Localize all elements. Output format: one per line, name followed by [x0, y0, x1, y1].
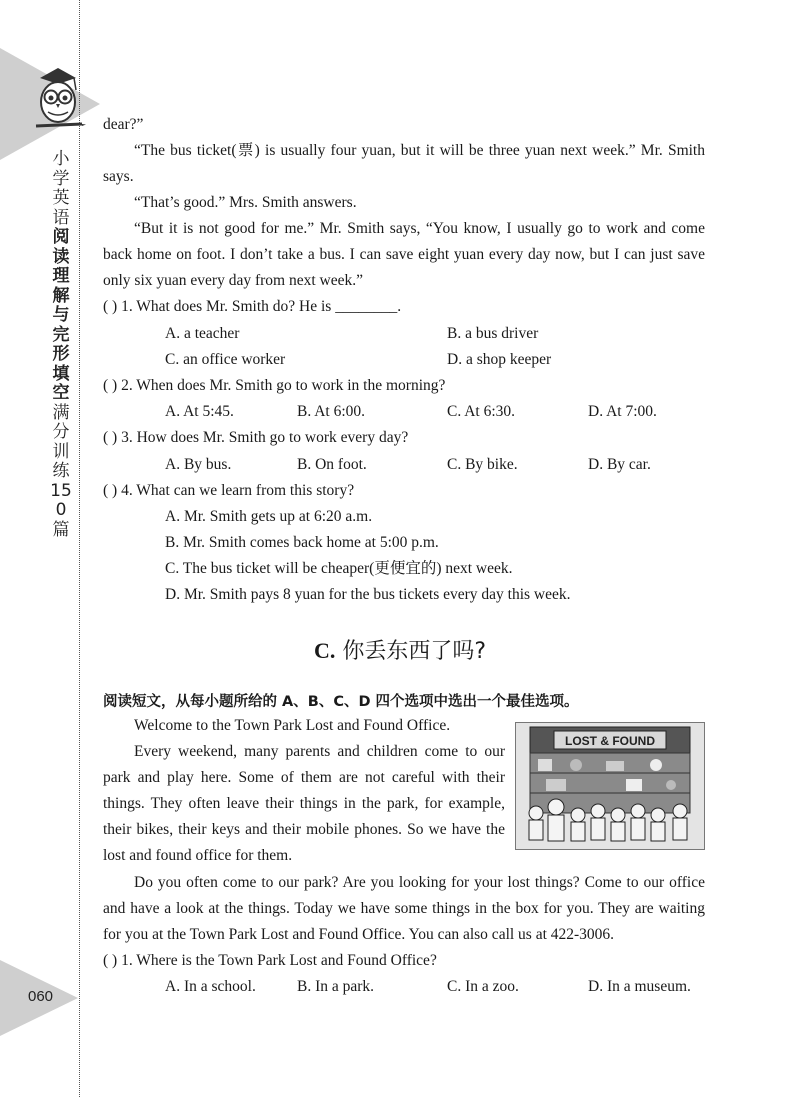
- answer-option[interactable]: A. a teacher: [165, 325, 240, 342]
- question-stem: ( ) 1. Where is the Town Park Lost and Found Office?: [103, 952, 437, 969]
- page-number: 060: [28, 988, 54, 1005]
- passage-line: lost and found office for them.: [103, 847, 293, 864]
- book-title-tail: 满分训练150篇: [50, 402, 72, 540]
- answer-option[interactable]: B. Mr. Smith comes back home at 5:00 p.m.: [165, 534, 439, 551]
- passage-line: “But it is not good for me.” Mr. Smith says, “You know, I usually go to work and come: [134, 220, 705, 237]
- section-heading: [0, 634, 800, 665]
- lost-found-sign: LOST & FOUND: [565, 734, 655, 748]
- answer-option[interactable]: B. a bus driver: [447, 325, 539, 342]
- passage-line: Do you often come to our park? Are you looking for your lost things? Come to our office: [134, 874, 705, 891]
- question-stem: ( ) 3. How does Mr. Smith go to work every day?: [103, 429, 409, 446]
- section-letter: C.: [313, 638, 336, 663]
- owl-mascot-icon: [30, 64, 86, 134]
- answer-option[interactable]: C. The bus ticket will be cheaper(更便宜的) next week.: [165, 560, 513, 577]
- answer-option[interactable]: C. an office worker: [165, 351, 286, 368]
- answer-option[interactable]: D. Mr. Smith pays 8 yuan for the bus tickets every day this week.: [165, 586, 571, 603]
- binding-dotted-line: [79, 0, 80, 1097]
- section-title: 你丢东西了吗?: [342, 639, 487, 664]
- answer-option[interactable]: A. By bus.: [165, 456, 232, 473]
- answer-option[interactable]: C. At 6:30.: [447, 403, 516, 420]
- answer-option[interactable]: C. In a zoo.: [447, 978, 519, 995]
- answer-option[interactable]: B. On foot.: [297, 456, 367, 473]
- answer-option[interactable]: B. At 6:00.: [297, 403, 366, 420]
- passage-line: for you at the Town Park Lost and Found Office. You can also call us at 422-3006.: [103, 926, 615, 943]
- book-title-plain: 小学英语: [52, 149, 70, 228]
- passage-line: Welcome to the Town Park Lost and Found Office.: [134, 717, 451, 734]
- answer-option[interactable]: A. In a school.: [165, 978, 256, 995]
- book-title-bold: 阅读理解与完形填空: [52, 227, 70, 403]
- answer-option[interactable]: A. Mr. Smith gets up at 6:20 a.m.: [165, 508, 373, 525]
- question-stem: ( ) 2. When does Mr. Smith go to work in the morning?: [103, 377, 446, 394]
- passage-line: dear?”: [103, 116, 144, 133]
- book-series-title: [48, 150, 74, 540]
- passage-line: things. They often leave their things in the park, for example,: [103, 795, 505, 812]
- question-stem: ( ) 1. What does Mr. Smith do? He is ________.: [103, 298, 402, 315]
- answer-option[interactable]: A. At 5:45.: [165, 403, 234, 420]
- passage-line: back home on foot. I don’t take a bus. I can save eight yuan every day now, but I can just save: [103, 246, 705, 263]
- answer-option[interactable]: D. By car.: [588, 456, 651, 473]
- answer-option[interactable]: D. In a museum.: [588, 978, 691, 995]
- instruction-text: 阅读短文，从每小题所给的 A、B、C、D 四个选项中选出一个最佳选项。: [103, 694, 579, 710]
- answer-option[interactable]: D. At 7:00.: [588, 403, 657, 420]
- passage-line: their bikes, their keys and their mobile phones. So we have the: [103, 821, 505, 838]
- passage-line: “That’s good.” Mrs. Smith answers.: [134, 194, 357, 211]
- passage-line: park and play here. Some of them are not careful with their: [103, 769, 505, 786]
- lost-and-found-illustration: [515, 722, 705, 850]
- answer-option[interactable]: D. a shop keeper: [447, 351, 552, 368]
- passage-line: only six yuan every day from next week.”: [103, 272, 363, 289]
- passage-line: Every weekend, many parents and children come to our: [134, 743, 505, 760]
- answer-option[interactable]: C. By bike.: [447, 456, 518, 473]
- lost-and-found-scene-icon: [516, 723, 704, 849]
- question-stem: ( ) 4. What can we learn from this story?: [103, 482, 355, 499]
- passage-line: “The bus ticket(票) is usually four yuan, but it will be three yuan next week.” Mr. Smith: [134, 142, 705, 159]
- passage-line: and have a look at the things. Today we have some things in the box for you. They are waiting: [103, 900, 705, 917]
- answer-option[interactable]: B. In a park.: [297, 978, 375, 995]
- passage-line: says.: [103, 168, 134, 185]
